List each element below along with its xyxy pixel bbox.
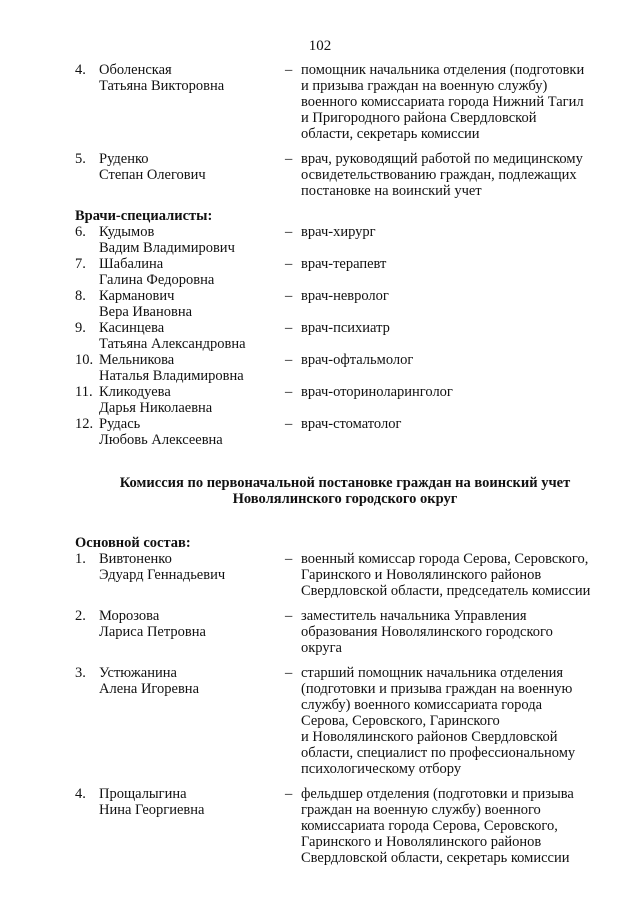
dash-separator: – <box>285 288 293 304</box>
person-name <box>99 352 285 384</box>
person-name <box>99 320 285 352</box>
position-description <box>301 665 615 777</box>
list-item <box>75 62 615 142</box>
duty-line: Серова, Серовского, Гаринского <box>301 713 500 729</box>
duty-line: врач-невролог <box>301 288 389 304</box>
name-line: Кликодуева <box>99 384 171 400</box>
members-list <box>75 62 615 199</box>
name-line: Дарья Николаевна <box>99 400 213 416</box>
duty-line: округа <box>301 640 342 656</box>
name-line: Устюжанина <box>99 665 177 681</box>
item-number: 8. <box>75 288 86 304</box>
duty-line: врач-терапевт <box>301 256 387 272</box>
duty-line: и Пригородного района Свердловской <box>301 110 537 126</box>
name-line: Степан Олегович <box>99 167 206 183</box>
name-line: Лариса Петровна <box>99 624 206 640</box>
item-number: 4. <box>75 62 86 78</box>
list-item <box>75 320 615 352</box>
position-description <box>301 224 615 256</box>
item-number: 7. <box>75 256 86 272</box>
name-line: Любовь Алексеевна <box>99 432 223 448</box>
list-item <box>75 608 615 656</box>
person-name <box>99 786 285 866</box>
position-description <box>301 151 615 199</box>
position-description <box>301 786 615 866</box>
duty-line: врач-офтальмолог <box>301 352 414 368</box>
position-description <box>301 256 615 288</box>
duty-line: (подготовки и призыва граждан на военную <box>301 681 573 697</box>
duty-line: и призыва граждан на военную службу) <box>301 78 548 94</box>
duty-line: службу) военного комиссариата города <box>301 697 543 713</box>
position-description <box>301 288 615 320</box>
duty-line: военного комиссариата города Нижний Тагил <box>301 94 584 110</box>
duty-line: врач-стоматолог <box>301 416 402 432</box>
document-body <box>75 62 615 866</box>
list-item <box>75 384 615 416</box>
list-item <box>75 352 615 384</box>
dash-separator: – <box>285 384 293 400</box>
position-description <box>301 384 615 416</box>
position-description <box>301 62 615 142</box>
name-line: Эдуард Геннадьевич <box>99 567 226 583</box>
list-item <box>75 256 615 288</box>
duty-line: Гаринского и Новолялинского районов <box>301 567 542 583</box>
person-name <box>99 224 285 256</box>
position-description <box>301 352 615 384</box>
name-line: Галина Федоровна <box>99 272 215 288</box>
person-name <box>99 384 285 416</box>
duty-line: Свердловской области, председатель комиссии <box>301 583 591 599</box>
duty-line: психологическому отбору <box>301 761 462 777</box>
commission-title <box>75 475 615 507</box>
name-line: Оболенская <box>99 62 172 78</box>
position-description <box>301 320 615 352</box>
duty-line: области, секретарь комиссии <box>301 126 480 142</box>
name-line: Наталья Владимировна <box>99 368 244 384</box>
name-line: Татьяна Викторовна <box>99 78 225 94</box>
dash-separator: – <box>285 151 293 167</box>
item-number: 6. <box>75 224 86 240</box>
list-item <box>75 151 615 199</box>
specialists-heading: Врачи-специалисты: <box>75 208 213 224</box>
duty-line: комиссариата города Серова, Серовского, <box>301 818 558 834</box>
item-number: 1. <box>75 551 86 567</box>
duty-line: врач, руководящий работой по медицинскому <box>301 151 583 167</box>
list-item <box>75 224 615 256</box>
name-line: Вадим Владимирович <box>99 240 235 256</box>
duty-line: заместитель начальника Управления <box>301 608 527 624</box>
person-name <box>99 551 285 599</box>
person-name <box>99 62 285 142</box>
name-line: Рудась <box>99 416 141 432</box>
specialists-list <box>75 224 615 448</box>
duty-line: образования Новолялинского городского <box>301 624 553 640</box>
item-number: 2. <box>75 608 86 624</box>
duty-line: помощник начальника отделения (подготовки <box>301 62 585 78</box>
dash-separator: – <box>285 416 293 432</box>
duty-line: освидетельствованию граждан, подлежащих <box>301 167 577 183</box>
commission-title-line-1: Комиссия по первоначальной постановке граждан на воинский учет <box>119 475 571 491</box>
name-line: Вивтоненко <box>99 551 172 567</box>
name-line: Прощалыгина <box>99 786 187 802</box>
duty-line: постановке на воинский учет <box>301 183 482 199</box>
duty-line: и Новолялинского районов Свердловской <box>301 729 558 745</box>
commission-title-line-2: Новолялинского городского округ <box>232 491 458 507</box>
dash-separator: – <box>285 62 293 78</box>
name-line: Татьяна Александровна <box>99 336 246 352</box>
name-line: Касинцева <box>99 320 165 336</box>
name-line: Вера Ивановна <box>99 304 193 320</box>
dash-separator: – <box>285 256 293 272</box>
duty-line: Свердловской области, секретарь комиссии <box>301 850 570 866</box>
page-number: 102 <box>308 38 332 54</box>
person-name <box>99 665 285 777</box>
dash-separator: – <box>285 224 293 240</box>
person-name <box>99 256 285 288</box>
name-line: Карманович <box>99 288 175 304</box>
duty-line: старший помощник начальника отделения <box>301 665 564 681</box>
duty-line: военный комиссар города Серова, Серовского, <box>301 551 589 567</box>
name-line: Кудымов <box>99 224 155 240</box>
item-number: 4. <box>75 786 86 802</box>
item-number: 3. <box>75 665 86 681</box>
person-name <box>99 416 285 448</box>
name-line: Шабалина <box>99 256 164 272</box>
dash-separator: – <box>285 551 293 567</box>
list-item <box>75 665 615 777</box>
duty-line: Гаринского и Новолялинского районов <box>301 834 542 850</box>
list-item <box>75 786 615 866</box>
item-number: 5. <box>75 151 86 167</box>
name-line: Руденко <box>99 151 149 167</box>
duty-line: области, специалист по профессиональному <box>301 745 576 761</box>
duty-line: фельдшер отделения (подготовки и призыва <box>301 786 574 802</box>
duty-line: врач-хирург <box>301 224 376 240</box>
duty-line: врач-оториноларинголог <box>301 384 453 400</box>
dash-separator: – <box>285 320 293 336</box>
commission-members-list <box>75 551 615 866</box>
list-item <box>75 551 615 599</box>
position-description <box>301 416 615 448</box>
item-number: 10. <box>75 352 94 368</box>
list-item <box>75 288 615 320</box>
dash-separator: – <box>285 352 293 368</box>
name-line: Мельникова <box>99 352 175 368</box>
duty-line: граждан на военную службу) военного <box>301 802 541 818</box>
name-line: Нина Георгиевна <box>99 802 205 818</box>
dash-separator: – <box>285 786 293 802</box>
person-name <box>99 288 285 320</box>
name-line: Алена Игоревна <box>99 681 199 697</box>
position-description <box>301 551 615 599</box>
dash-separator: – <box>285 665 293 681</box>
duty-line: врач-психиатр <box>301 320 390 336</box>
main-composition-heading: Основной состав: <box>75 535 191 551</box>
item-number: 12. <box>75 416 94 432</box>
position-description <box>301 608 615 656</box>
person-name <box>99 608 285 656</box>
list-item <box>75 416 615 448</box>
person-name <box>99 151 285 199</box>
name-line: Морозова <box>99 608 160 624</box>
item-number: 11. <box>75 384 93 400</box>
item-number: 9. <box>75 320 86 336</box>
dash-separator: – <box>285 608 293 624</box>
